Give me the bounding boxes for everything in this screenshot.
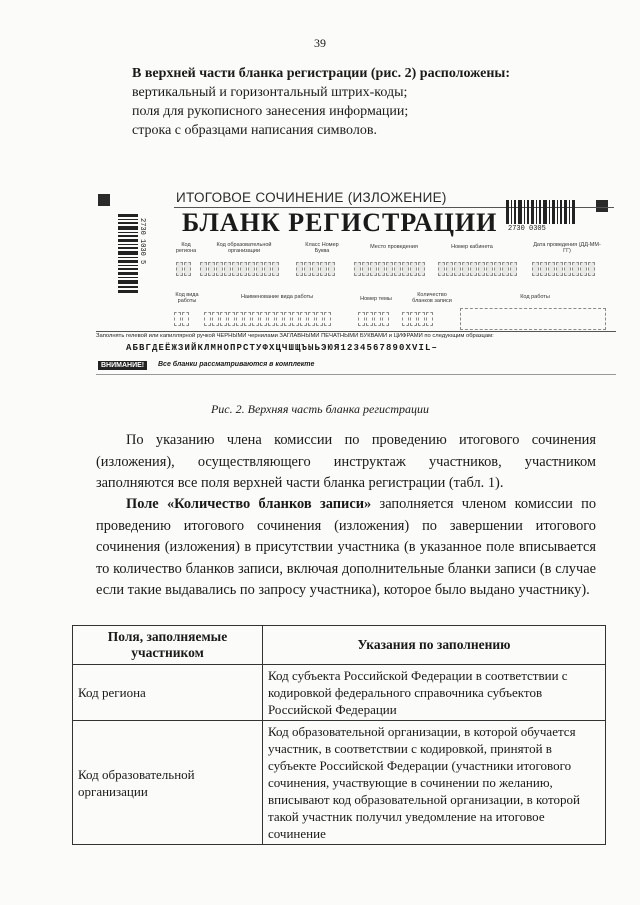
attention-note: Все бланки рассматриваются в комплекте [158,361,315,368]
horizontal-barcode-number: 2730 0305 [508,225,546,233]
table-header: Указания по заполнению [263,626,606,665]
paragraph-1: По указанию члена комиссии по проведению итогового сочинения (изложения), осуществляющего инструктаж участников, участником заполняются все поля верхней части бланка регистрации (табл. 1). [96,432,596,491]
form-subtitle: ИТОГОВОЕ СОЧИНЕНИЕ (ИЗЛОЖЕНИЕ) [176,190,447,205]
venue-cells[interactable] [354,262,425,276]
page-number: 39 [314,36,326,50]
form-title: БЛАНК РЕГИСТРАЦИИ [182,208,498,237]
room-cells[interactable] [438,262,517,276]
field-label: Место проведения [370,244,418,250]
field-label: Код работы [520,294,550,300]
field-label: Наименование вида работы [240,294,314,300]
field-label: Код региона [175,242,197,254]
field-label: Код образовательной организации [216,242,272,254]
field-label: Класс Номер Буква [305,242,339,254]
fields-table [72,625,606,845]
divider [96,374,616,375]
work-type-name-cells[interactable] [204,312,331,326]
attention-badge: ВНИМАНИЕ! [98,361,147,370]
divider [96,331,616,332]
region-code-cells[interactable] [176,262,191,276]
table-header: Поля, заполняемые участником [73,626,263,665]
intro-item: вертикальный и горизонтальный штрих-коды; [132,85,408,100]
alphabet-instruction: Заполнять гелевой или капиллярной ручкой ЧЕРНЫМИ чернилами ЗАГЛАВНЫМИ ПЕЧАТНЫМИ БУКВАМИ и ЦИФРАМИ по следующим образцам: [96,333,494,339]
corner-marker [596,200,608,212]
table-cell-instruction: Код образовательной организации, в которой обучается участник, в соответствии с кодировкой, принятой в субъекте Российской Федерации (участники итогового сочинения, участвующие в сочинении по желанию, вписывают код образовательной организации, в которой такой участник получил уведомление на итоговое сочинение [263,721,606,845]
field-label: Код вида работы [175,292,199,304]
table-row [73,721,606,845]
field-label: Номер темы [360,296,392,302]
topic-number-cells[interactable] [358,312,389,326]
field-label: Количество бланков записи [412,292,452,304]
date-cells[interactable] [532,262,595,276]
alphabet-samples: АБВГДЕЁЖЗИЙКЛМНОПРСТУФХЦЧШЩЪЫЬЭЮЯ1234567890XVIL– [126,343,439,353]
registration-form-figure [96,178,616,386]
work-type-code-cells[interactable] [174,312,189,326]
vertical-barcode [118,214,138,294]
table-cell-field: Код образовательной организации [73,721,263,845]
table-cell-field: Код региона [73,665,263,721]
school-code-cells[interactable] [200,262,279,276]
vertical-barcode-number: 2730 1030 5 [138,218,146,265]
paragraph-2 [96,494,596,602]
horizontal-barcode [506,200,576,224]
field-label: Номер кабинета [451,244,493,250]
intro-item: поля для рукописного занесения информации; [132,104,409,119]
intro-block [132,64,592,140]
sheet-count-cells[interactable] [402,312,433,326]
intro-item: строка с образцами написания символов. [132,123,377,138]
corner-marker [98,194,110,206]
class-cells[interactable] [296,262,335,276]
table-header-row [73,626,606,665]
figure-caption: Рис. 2. Верхняя часть бланка регистрации [210,402,430,416]
paragraph-2-bold: Поле «Количество бланков записи» [126,496,372,512]
work-code-field[interactable] [460,308,606,330]
intro-heading: В верхней части бланка регистрации (рис. 2) расположены: [132,66,511,81]
paragraph-2-text: заполняется членом комиссии по проведению итогового сочинения (изложения) по завершении итогового сочинения (изложения) в присутствии участника (в указанное поле вписывается то количество бланков записи, включая дополнительные бланки записи (в случае если такие выдавались по запросу участника), которое было выдано участнику). [96,496,597,598]
table-row [73,665,606,721]
field-label: Дата проведения (ДД-ММ-ГГ) [533,242,601,254]
table-cell-instruction: Код субъекта Российской Федерации в соответствии с кодировкой федерального справочника субъектов Российской Федерации [263,665,606,721]
